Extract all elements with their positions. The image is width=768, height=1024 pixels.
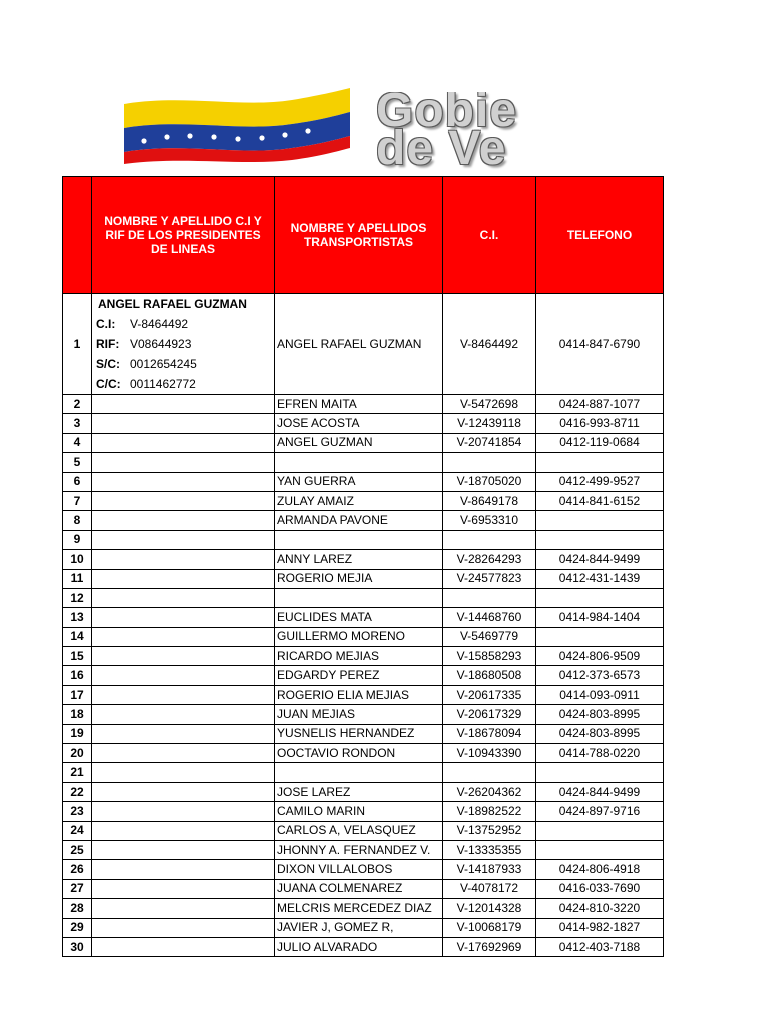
transportista-ci — [443, 763, 536, 782]
president-cc: 0011462772 — [130, 377, 196, 391]
transportista-telefono: 0424-887-1077 — [536, 395, 664, 414]
table-row — [63, 294, 664, 395]
transportista-ci: V-12014328 — [443, 899, 536, 918]
transportista-telefono: 0412-431-1439 — [536, 569, 664, 588]
header-banner — [0, 0, 768, 176]
row-number: 17 — [63, 685, 92, 704]
president-cell — [92, 918, 275, 937]
table-row — [63, 453, 664, 472]
table-row — [63, 724, 664, 743]
transportista-telefono: 0414-847-6790 — [536, 294, 664, 395]
row-number: 16 — [63, 666, 92, 685]
transportista-telefono — [536, 627, 664, 646]
transportista-name: CAMILO MARIN — [275, 802, 443, 821]
transportista-ci: V-18678094 — [443, 724, 536, 743]
transportista-name: JOSE LAREZ — [275, 782, 443, 801]
president-cell — [92, 569, 275, 588]
transportista-name: ROGERIO MEJIA — [275, 569, 443, 588]
table-row — [63, 608, 664, 627]
transportista-name: ANGEL RAFAEL GUZMAN — [275, 294, 443, 395]
transportista-ci: V-18705020 — [443, 472, 536, 491]
transportista-ci: V-8464492 — [443, 294, 536, 395]
president-cell — [92, 879, 275, 898]
president-cell — [92, 453, 275, 472]
transportista-name: CARLOS A, VELASQUEZ — [275, 821, 443, 840]
transportista-name: DIXON VILLALOBOS — [275, 860, 443, 879]
president-cell — [92, 899, 275, 918]
president-ci: V-8464492 — [130, 317, 189, 331]
transportista-ci: V-26204362 — [443, 782, 536, 801]
transportista-telefono: 0424-803-8995 — [536, 705, 664, 724]
transportista-telefono: 0424-844-9499 — [536, 782, 664, 801]
president-cell — [92, 608, 275, 627]
transportista-name: EFREN MAITA — [275, 395, 443, 414]
transportistas-table — [62, 176, 664, 957]
table-row — [63, 395, 664, 414]
row-number: 22 — [63, 782, 92, 801]
transportista-name: GUILLERMO MORENO — [275, 627, 443, 646]
row-number: 10 — [63, 550, 92, 569]
transportista-ci — [443, 588, 536, 607]
row-number: 25 — [63, 840, 92, 859]
table-row — [63, 744, 664, 763]
transportista-telefono — [536, 588, 664, 607]
transportista-ci: V-14468760 — [443, 608, 536, 627]
cc-label: C/C: — [96, 377, 121, 391]
transportista-ci — [443, 530, 536, 549]
table-row — [63, 472, 664, 491]
president-rif: V08644923 — [130, 337, 192, 351]
table-row — [63, 647, 664, 666]
transportista-telefono: 0424-803-8995 — [536, 724, 664, 743]
table-row — [63, 550, 664, 569]
transportista-telefono — [536, 763, 664, 782]
president-name: ANGEL RAFAEL GUZMAN — [98, 297, 247, 311]
transportista-telefono — [536, 530, 664, 549]
table-header-row — [63, 177, 664, 294]
row-number: 19 — [63, 724, 92, 743]
transportista-name: MELCRIS MERCEDEZ DIAZ — [275, 899, 443, 918]
transportista-ci: V-10943390 — [443, 744, 536, 763]
table-row — [63, 666, 664, 685]
header-transportistas: NOMBRE Y APELLIDOS TRANSPORTISTAS — [275, 177, 443, 294]
president-cell — [92, 666, 275, 685]
transportista-telefono: 0414-093-0911 — [536, 685, 664, 704]
transportista-ci: V-14187933 — [443, 860, 536, 879]
table-row — [63, 937, 664, 956]
header-presidentes: NOMBRE Y APELLIDO C.I Y RIF DE LOS PRESIDENTES DE LINEAS — [92, 177, 275, 294]
transportista-telefono — [536, 511, 664, 530]
president-cell — [92, 530, 275, 549]
transportista-telefono: 0412-119-0684 — [536, 433, 664, 452]
transportista-name: RICARDO MEJIAS — [275, 647, 443, 666]
rif-label: RIF: — [96, 337, 120, 351]
table-row — [63, 705, 664, 724]
header-number — [63, 177, 92, 294]
transportista-name: JUANA COLMENAREZ — [275, 879, 443, 898]
row-number: 6 — [63, 472, 92, 491]
transportista-ci: V-10068179 — [443, 918, 536, 937]
transportista-name: JAVIER J, GOMEZ R, — [275, 918, 443, 937]
table-row — [63, 782, 664, 801]
transportista-ci: V-4078172 — [443, 879, 536, 898]
transportista-telefono: 0416-993-8711 — [536, 414, 664, 433]
table-row — [63, 918, 664, 937]
transportista-ci: V-28264293 — [443, 550, 536, 569]
row-number: 29 — [63, 918, 92, 937]
transportista-ci: V-20741854 — [443, 433, 536, 452]
president-cell — [92, 705, 275, 724]
president-cell — [92, 802, 275, 821]
gobierno-logo-text — [376, 92, 768, 172]
row-number: 4 — [63, 433, 92, 452]
header-telefono: TELEFONO — [536, 177, 664, 294]
row-number: 5 — [63, 453, 92, 472]
transportista-telefono: 0424-806-9509 — [536, 647, 664, 666]
president-cell — [92, 685, 275, 704]
president-cell — [92, 647, 275, 666]
transportista-telefono: 0424-810-3220 — [536, 899, 664, 918]
transportista-ci: V-13335355 — [443, 840, 536, 859]
president-cell — [92, 627, 275, 646]
row-number: 3 — [63, 414, 92, 433]
president-cell — [92, 724, 275, 743]
transportista-telefono: 0412-373-6573 — [536, 666, 664, 685]
transportista-ci: V-8649178 — [443, 491, 536, 510]
transportista-telefono: 0424-806-4918 — [536, 860, 664, 879]
transportista-name: ANNY LAREZ — [275, 550, 443, 569]
president-cell — [92, 763, 275, 782]
transportista-name: YAN GUERRA — [275, 472, 443, 491]
row-number: 23 — [63, 802, 92, 821]
transportista-telefono: 0416-033-7690 — [536, 879, 664, 898]
transportista-name: JUAN MEJIAS — [275, 705, 443, 724]
transportista-name: ROGERIO ELIA MEJIAS — [275, 685, 443, 704]
transportista-telefono — [536, 821, 664, 840]
transportista-ci: V-17692969 — [443, 937, 536, 956]
president-cell — [92, 433, 275, 452]
transportista-ci: V-5472698 — [443, 395, 536, 414]
transportista-name: ZULAY AMAIZ — [275, 491, 443, 510]
row-number: 26 — [63, 860, 92, 879]
table-row — [63, 569, 664, 588]
president-cell — [92, 782, 275, 801]
transportista-name — [275, 763, 443, 782]
row-number: 20 — [63, 744, 92, 763]
logo-line-1: Gobie — [376, 92, 518, 137]
row-number: 11 — [63, 569, 92, 588]
transportista-name: JHONNY A. FERNANDEZ V. — [275, 840, 443, 859]
table-row — [63, 821, 664, 840]
transportista-name — [275, 453, 443, 472]
ci-label: C.I: — [96, 317, 116, 331]
transportista-name — [275, 530, 443, 549]
president-cell — [92, 414, 275, 433]
transportista-telefono: 0414-984-1404 — [536, 608, 664, 627]
president-cell — [92, 840, 275, 859]
transportista-ci: V-20617335 — [443, 685, 536, 704]
president-cell — [92, 491, 275, 510]
transportista-ci: V-20617329 — [443, 705, 536, 724]
row-number: 1 — [63, 294, 92, 395]
venezuela-flag-icon — [122, 86, 352, 166]
transportista-name: OOCTAVIO RONDON — [275, 744, 443, 763]
row-number: 24 — [63, 821, 92, 840]
table-row — [63, 763, 664, 782]
transportista-name: ARMANDA PAVONE — [275, 511, 443, 530]
sc-label: S/C: — [96, 357, 120, 371]
transportista-telefono — [536, 840, 664, 859]
transportista-ci: V-13752952 — [443, 821, 536, 840]
row-number: 7 — [63, 491, 92, 510]
row-number: 13 — [63, 608, 92, 627]
transportista-name: EUCLIDES MATA — [275, 608, 443, 627]
table-row — [63, 899, 664, 918]
table-row — [63, 879, 664, 898]
table-row — [63, 802, 664, 821]
transportista-ci: V-15858293 — [443, 647, 536, 666]
transportista-ci: V-12439118 — [443, 414, 536, 433]
row-number: 28 — [63, 899, 92, 918]
president-cell — [92, 550, 275, 569]
president-cell — [92, 472, 275, 491]
transportista-ci: V-18680508 — [443, 666, 536, 685]
president-cell — [92, 860, 275, 879]
table-row — [63, 860, 664, 879]
transportista-ci: V-24577823 — [443, 569, 536, 588]
header-ci: C.I. — [443, 177, 536, 294]
transportista-name — [275, 588, 443, 607]
row-number: 15 — [63, 647, 92, 666]
table-row — [63, 840, 664, 859]
transportista-ci: V-5469779 — [443, 627, 536, 646]
row-number: 2 — [63, 395, 92, 414]
transportista-telefono: 0412-403-7188 — [536, 937, 664, 956]
president-cell — [92, 744, 275, 763]
president-cell — [92, 511, 275, 530]
president-cell — [92, 588, 275, 607]
transportista-telefono — [536, 453, 664, 472]
transportista-name: ANGEL GUZMAN — [275, 433, 443, 452]
logo-line-2: de Ve — [376, 122, 507, 172]
table-row — [63, 511, 664, 530]
table-row — [63, 491, 664, 510]
transportista-ci: V-18982522 — [443, 802, 536, 821]
table-row — [63, 627, 664, 646]
transportista-name: YUSNELIS HERNANDEZ — [275, 724, 443, 743]
transportista-telefono: 0414-982-1827 — [536, 918, 664, 937]
row-number: 30 — [63, 937, 92, 956]
table-row — [63, 414, 664, 433]
transportista-telefono: 0424-897-9716 — [536, 802, 664, 821]
transportista-telefono: 0412-499-9527 — [536, 472, 664, 491]
row-number: 21 — [63, 763, 92, 782]
row-number: 27 — [63, 879, 92, 898]
table-row — [63, 433, 664, 452]
transportista-ci: V-6953310 — [443, 511, 536, 530]
transportista-name: JULIO ALVARADO — [275, 937, 443, 956]
row-number: 12 — [63, 588, 92, 607]
president-cell — [92, 294, 275, 395]
row-number: 18 — [63, 705, 92, 724]
table-row — [63, 530, 664, 549]
row-number: 14 — [63, 627, 92, 646]
table-row — [63, 588, 664, 607]
president-cell — [92, 821, 275, 840]
transportista-name: EDGARDY PEREZ — [275, 666, 443, 685]
president-sc: 0012654245 — [130, 357, 197, 371]
president-cell — [92, 937, 275, 956]
transportista-telefono: 0414-788-0220 — [536, 744, 664, 763]
row-number: 8 — [63, 511, 92, 530]
table-row — [63, 685, 664, 704]
transportista-ci — [443, 453, 536, 472]
row-number: 9 — [63, 530, 92, 549]
president-cell — [92, 395, 275, 414]
transportista-telefono: 0424-844-9499 — [536, 550, 664, 569]
transportista-telefono: 0414-841-6152 — [536, 491, 664, 510]
transportista-name: JOSE ACOSTA — [275, 414, 443, 433]
